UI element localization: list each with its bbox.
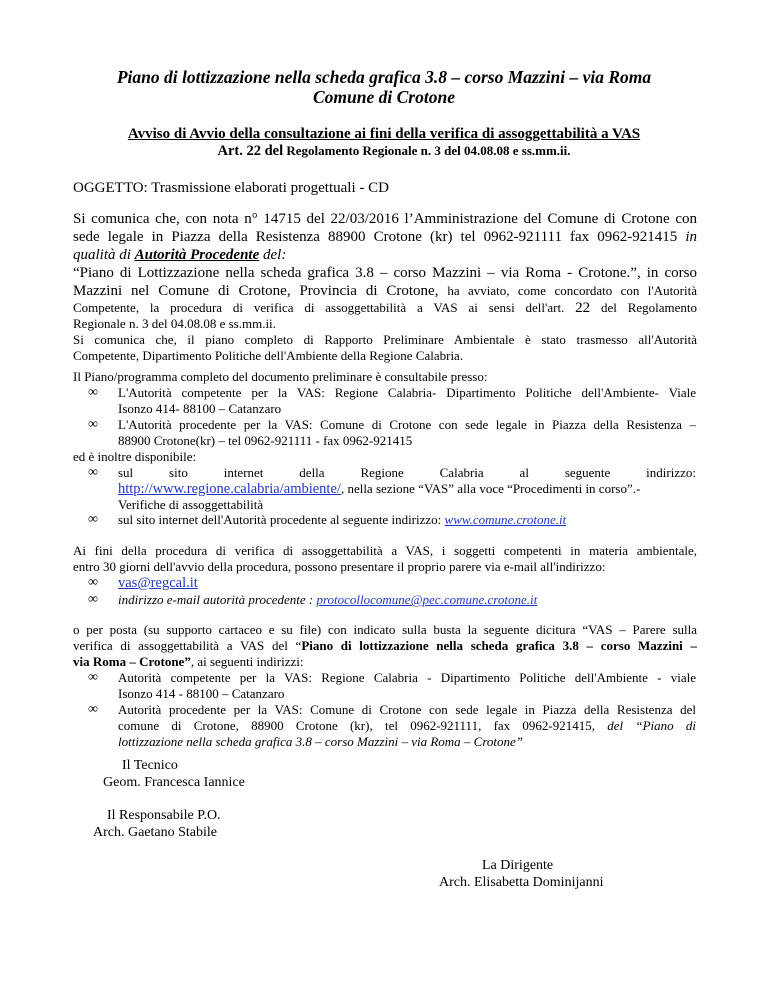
list-item-line: sul sito internet della Regione Calabria al seguente indirizzo:	[118, 465, 696, 480]
list-item-line	[118, 718, 696, 734]
list-item-text	[118, 512, 696, 528]
document-title-line2: Comune di Crotone	[313, 87, 455, 107]
bullet-icon: ∞	[88, 592, 98, 607]
list-item-line	[118, 512, 696, 528]
para1-line4: “Piano di Lottizzazione nella scheda grafica 3.8 – corso Mazzini – via Roma - Crotone.”, in corso	[73, 265, 697, 281]
para1-line3	[73, 246, 697, 264]
list-item-line: Isonzo 414- 88100 – Catanzaro	[118, 401, 282, 416]
posta-b2-contact: comune di Crotone, 88900 Crotone (kr), tel 0962-921111, fax 0962-921415	[118, 718, 592, 733]
communication-paragraph	[73, 210, 697, 364]
list-item-line: L'Autorità procedente per la VAS: Comune di Crotone con sede legale in Piazza della Resistenza –	[118, 417, 696, 432]
posta-b2-italic: , del “Piano di	[591, 718, 696, 733]
pec-email-label: indirizzo e-mail autorità procedente :	[118, 592, 314, 607]
avviso-heading: Avviso di Avvio della consultazione ai fini della verifica di assoggettabilità a VAS	[127, 126, 641, 142]
fini-paragraph	[73, 543, 697, 575]
list-item-line	[118, 481, 696, 497]
comune-link-prefix: sul sito internet dell'Autorità procedente al seguente indirizzo:	[118, 512, 442, 527]
article-prefix: Art. 22 del	[217, 143, 284, 159]
article-reference	[0, 143, 768, 159]
list-item-line: lottizzazione nella scheda grafica 3.8 – corso Mazzini – via Roma – Crotone”	[118, 734, 524, 749]
para1-line2-italic: in	[685, 229, 697, 245]
list-item-text	[118, 702, 696, 750]
posta-line3	[73, 654, 697, 670]
bullet-icon: ∞	[88, 385, 98, 400]
posta-plan-title: Piano di lottizzazione nella scheda grafica 3.8 – corso Mazzini –	[301, 638, 697, 653]
list-item-line: Isonzo 414 - 88100 – Catanzaro	[118, 686, 285, 701]
list-item-text	[118, 385, 696, 417]
posta-paragraph	[73, 622, 697, 670]
para1-line8: Si comunica che, il piano completo di Rapporto Preliminare Ambientale è stato trasmesso all'Autorità	[73, 332, 697, 347]
autorita-procedente-label: Autorità Procedente	[134, 247, 260, 263]
para1-line7: Regionale n. 3 del 04.08.08 e ss.mm.ii.	[73, 316, 276, 331]
article-regulation: Regolamento Regionale n. 3 del 04.08.08 e ss.mm.ii.	[286, 143, 571, 158]
responsabile-name: Arch. Gaetano Stabile	[93, 825, 218, 840]
tecnico-role: Il Tecnico	[122, 758, 178, 773]
para1-line5-text: Mazzini nel Comune di Crotone, Provincia di Crotone,	[73, 283, 439, 299]
bullet-icon: ∞	[88, 702, 98, 717]
para1-qualita: qualità di	[73, 247, 131, 263]
list-item-line: L'Autorità competente per la VAS: Regione Calabria- Dipartimento Politiche dell'Ambiente- Viale	[118, 385, 696, 400]
bullet-icon: ∞	[88, 417, 98, 432]
bullet-icon: ∞	[88, 670, 98, 685]
document-title-line1: Piano di lottizzazione nella scheda grafica 3.8 – corso Mazzini – via Roma	[116, 67, 652, 87]
para1-line9: Competente, Dipartimento Politiche dell'Ambiente della Regione Calabria.	[73, 348, 464, 363]
list-item-line: Autorità competente per la VAS: Regione Calabria - Dipartimento Politiche dell'Ambiente - viale	[118, 670, 696, 685]
list-item-line: Verifiche di assoggettabilità	[118, 497, 264, 512]
posta-line2-text: verifica di assoggettabilità a VAS del “	[73, 638, 302, 653]
regione-link-trailing: , nella sezione “VAS” alla voce “Procedimenti in corso”.-	[340, 481, 641, 496]
responsabile-role: Il Responsabile P.O.	[107, 808, 221, 823]
list-item-text	[118, 575, 696, 591]
posta-line2	[73, 638, 697, 654]
fini-line1: Ai fini della procedura di verifica di assoggettabilità a VAS, i soggetti competenti in materia ambientale,	[73, 543, 697, 558]
bullet-icon: ∞	[88, 465, 98, 480]
comune-crotone-link[interactable]: www.comune.crotone.it	[444, 512, 567, 527]
oggetto-line: OGGETTO: Trasmissione elaborati progettuali - CD	[73, 180, 389, 196]
posta-plan-title-end: via Roma – Crotone”	[73, 654, 191, 669]
fini-line2: entro 30 giorni dell'avvio della procedura, possono presentare il proprio parere via e-mail all'indirizzo:	[73, 559, 606, 574]
para1-line2	[73, 228, 697, 246]
list-item-line: Autorità procedente per la VAS: Comune di Crotone con sede legale in Piazza della Resistenza del	[118, 702, 696, 717]
list-item-line: 88900 Crotone(kr) – tel 0962-921111 - fax 0962-921415	[118, 433, 413, 448]
list-item-text	[118, 417, 696, 449]
para1-article-number: 22	[575, 300, 591, 316]
posta-line3-text: , ai seguenti indirizzi:	[190, 654, 304, 669]
para1-line2-text: sede legale in Piazza della Resistenza 88900 Crotone (kr) tel 0962-921111 fax 0962-921415	[73, 229, 678, 245]
list-item-text	[118, 592, 696, 608]
regione-calabria-link[interactable]: http://www.regione.calabria/ambiente/	[118, 481, 341, 497]
tecnico-name: Geom. Francesca Iannice	[103, 775, 245, 790]
list-item-text	[118, 670, 696, 702]
disponibile-line: ed è inoltre disponibile:	[73, 449, 197, 464]
dirigente-name: Arch. Elisabetta Dominijanni	[439, 875, 604, 890]
bullet-icon: ∞	[88, 575, 98, 590]
para1-del: del:	[263, 247, 287, 263]
para1-line5	[73, 282, 697, 300]
vas-email-link[interactable]: vas@regcal.it	[118, 575, 198, 591]
dirigente-role: La Dirigente	[482, 858, 554, 873]
consult-intro: Il Piano/programma completo del documento preliminare è consultabile presso:	[73, 369, 488, 384]
para1-line6-text: Competente, la procedura di verifica di assoggettabilità a VAS ai sensi dell'art.	[73, 300, 565, 315]
bullet-icon: ∞	[88, 512, 98, 527]
posta-line1: o per posta (su supporto cartaceo e su file) con indicato sulla busta la seguente dicitura “VAS – Parere sulla	[73, 622, 697, 637]
para1-line1: Si comunica che, con nota n° 14715 del 22/03/2016 l’Amministrazione del Comune di Crotone con	[73, 211, 697, 227]
para1-line6	[73, 300, 697, 316]
pec-email-link[interactable]: protocollocomune@pec.comune.crotone.it	[316, 592, 538, 607]
list-item-text	[118, 465, 696, 513]
para1-line6-end: del Regolamento	[600, 300, 698, 315]
para1-line5-small: ha avviato, come concordato con l'Autorità	[447, 283, 698, 298]
